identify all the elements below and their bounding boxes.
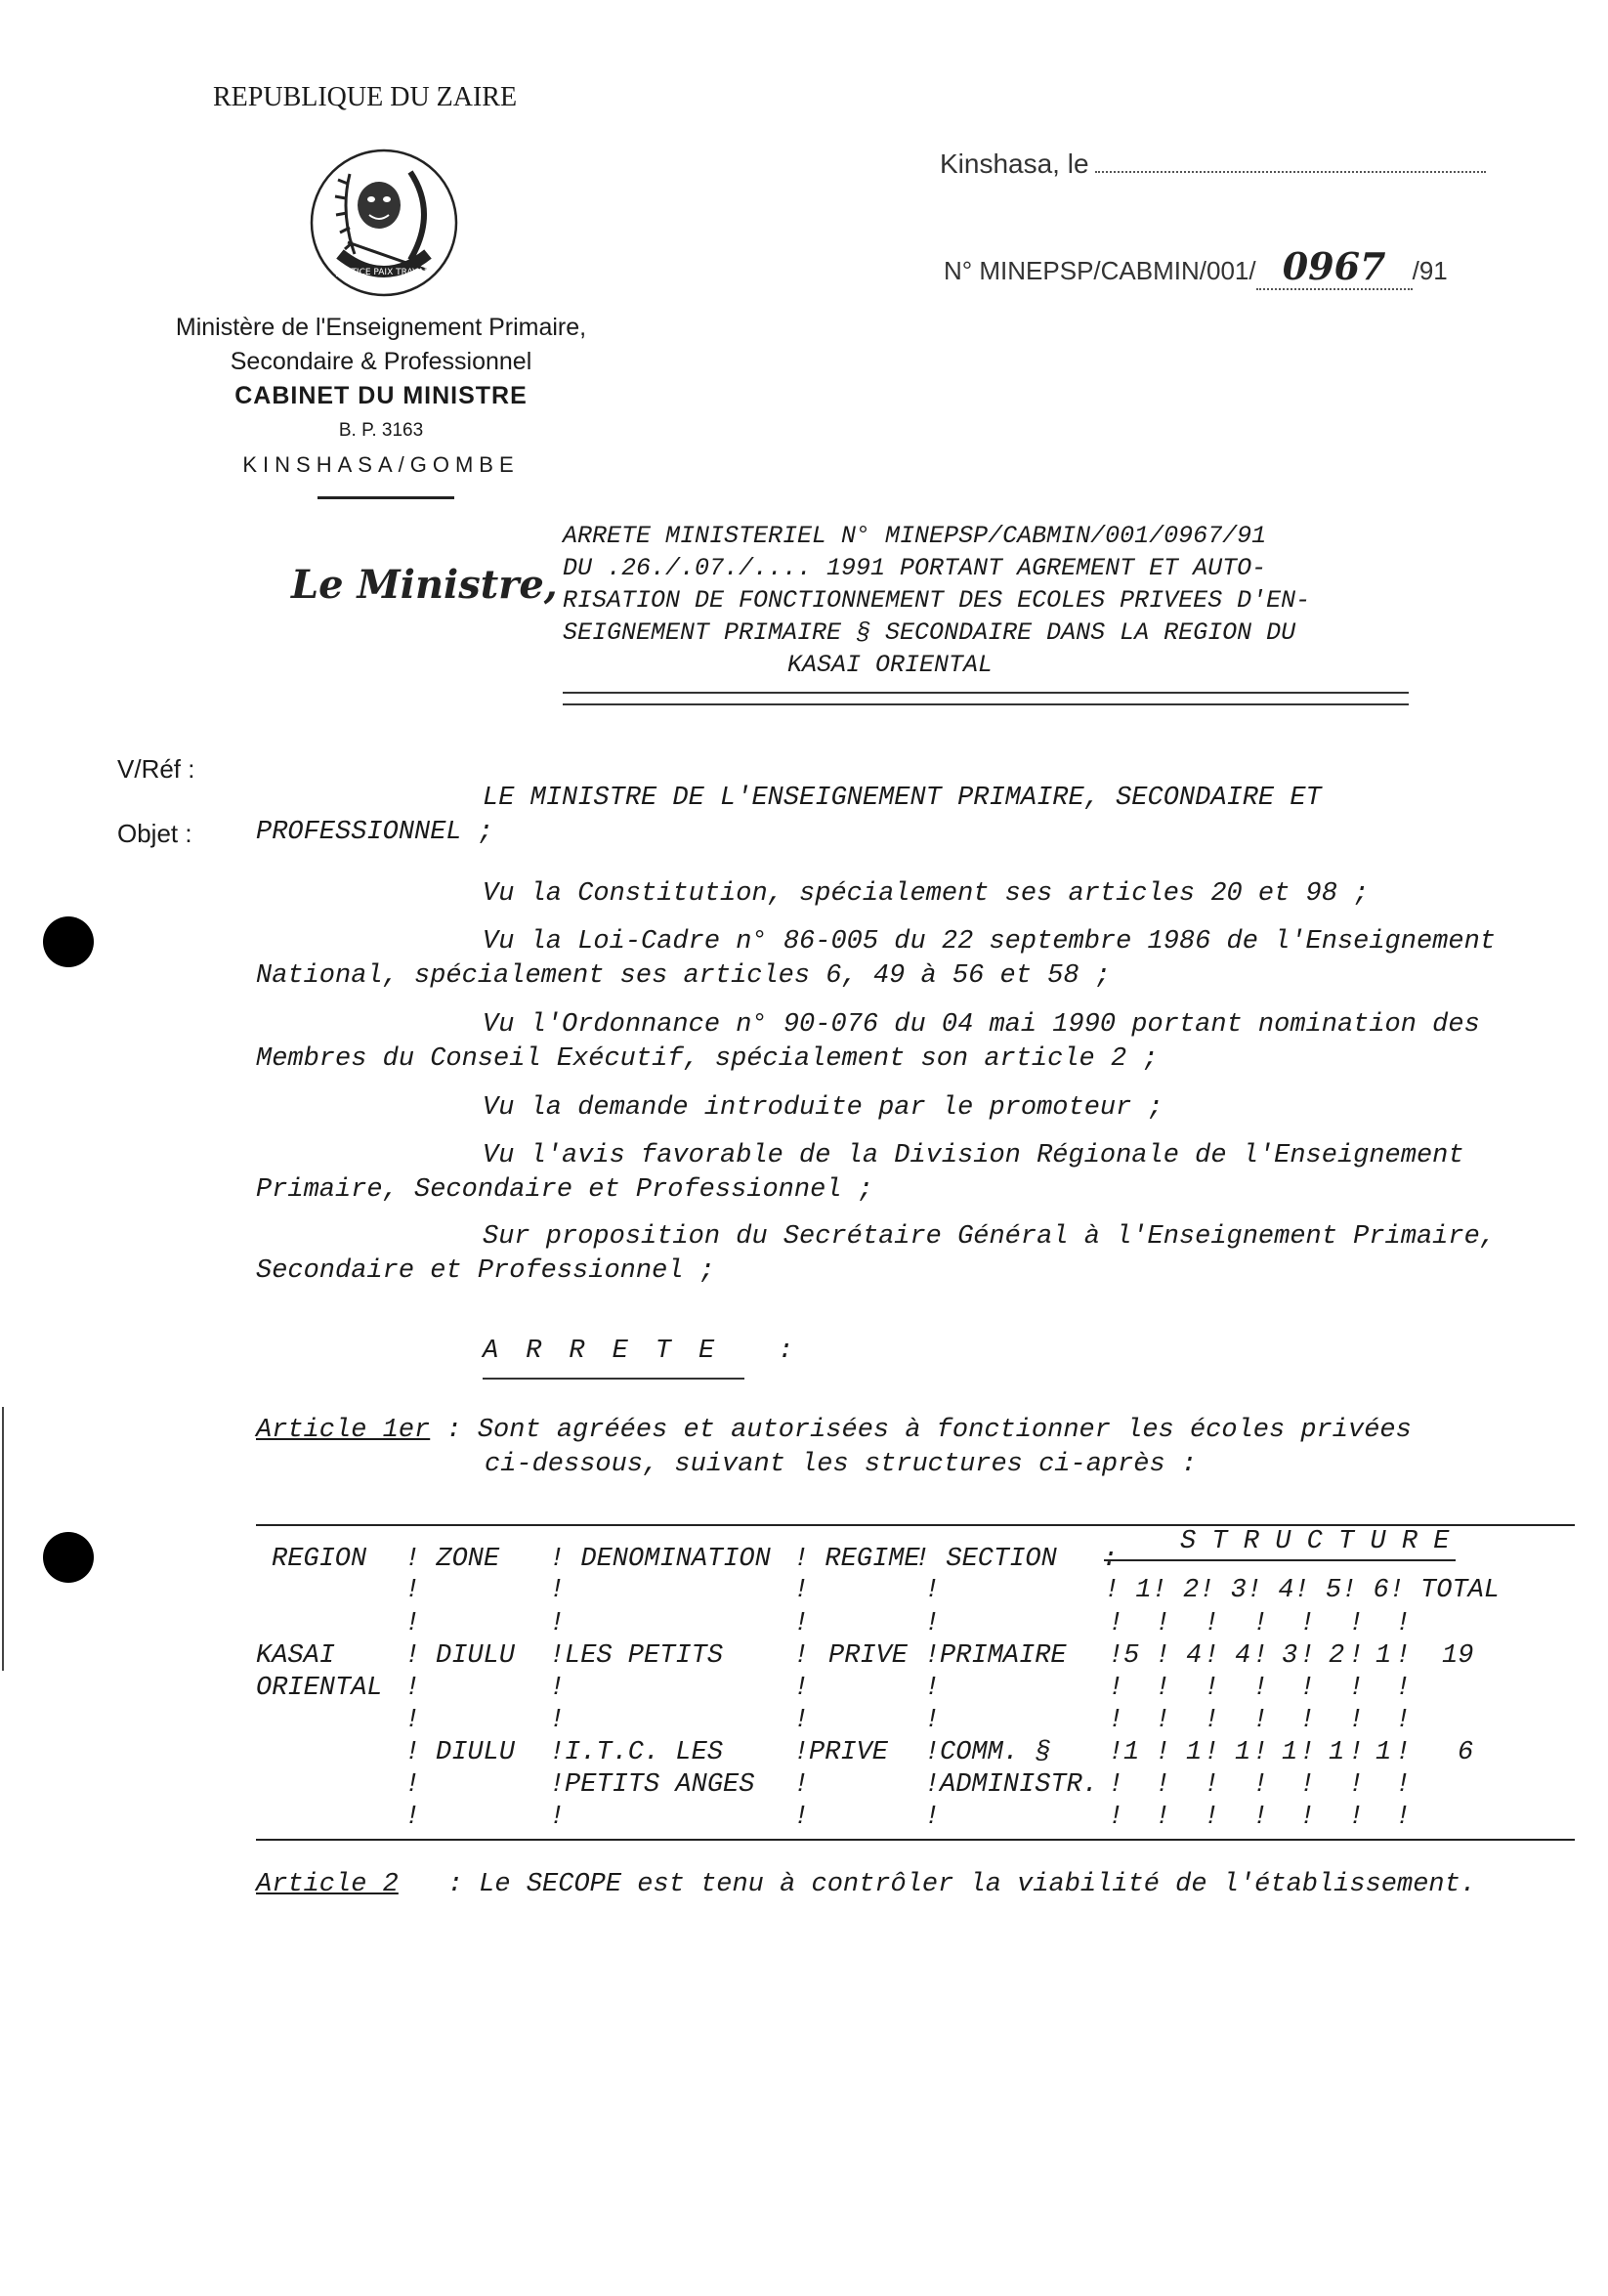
vu-avis-line1: Vu l'avis favorable de la Division Régionale de l'Enseignement bbox=[483, 1141, 1464, 1170]
article-2-text: : Le SECOPE est tenu à contrôler la viabilité de l'établissement. bbox=[446, 1870, 1476, 1899]
decree-title-line4: SEIGNEMENT PRIMAIRE § SECONDAIRE DANS LA REGION DU bbox=[563, 618, 1296, 647]
header-regime: ! REGIME bbox=[793, 1545, 920, 1574]
vu-demande-text: Vu la demande introduite par le promoteur ; bbox=[483, 1093, 1164, 1123]
decree-title-line5: KASAI ORIENTAL bbox=[787, 651, 994, 679]
sep-mark: ! bbox=[793, 1576, 810, 1605]
cell-class-5: 2 bbox=[1329, 1641, 1345, 1671]
sur-proposition-line2: Secondaire et Professionnel ; bbox=[256, 1256, 715, 1286]
article-2-label: Article 2 bbox=[256, 1870, 399, 1899]
arrete-heading: ARRETE bbox=[483, 1337, 742, 1366]
cell-class-3: 1 bbox=[1235, 1738, 1251, 1767]
reference-number-line bbox=[944, 244, 1448, 290]
vu-avis bbox=[256, 1139, 1464, 1208]
cell-total: 19 bbox=[1442, 1641, 1474, 1671]
decree-title bbox=[563, 520, 1310, 681]
cell-denomination-l2: PETITS ANGES bbox=[565, 1770, 755, 1800]
cell-class-3: 4 bbox=[1235, 1641, 1251, 1671]
header-denomination: ! DENOMINATION bbox=[549, 1545, 771, 1574]
vu-demande bbox=[256, 1091, 1164, 1126]
cell-class-6: 1 bbox=[1375, 1738, 1392, 1767]
sep-col: ! ! ! ! bbox=[1395, 1609, 1412, 1735]
header-section: ! SECTION bbox=[914, 1545, 1057, 1574]
objet-label: Objet : bbox=[117, 819, 192, 848]
sep-mark: ! bbox=[549, 1576, 566, 1605]
sep-col: ! ! ! bbox=[549, 1738, 566, 1832]
sep-col: ! ! ! bbox=[1204, 1738, 1220, 1832]
punch-hole-top bbox=[43, 916, 94, 967]
minister-preamble bbox=[256, 782, 1322, 850]
sep-col: ! ! ! ! bbox=[1348, 1609, 1365, 1735]
minister-line2: PROFESSIONNEL ; bbox=[256, 818, 494, 847]
sep-col: ! ! ! ! bbox=[404, 1609, 421, 1735]
sep-col: ! ! ! bbox=[1299, 1738, 1316, 1832]
sur-proposition-line1: Sur proposition du Secrétaire Général à l'Enseignement Primaire, bbox=[483, 1222, 1496, 1252]
cell-class-5: 1 bbox=[1329, 1738, 1345, 1767]
cell-class-4: 3 bbox=[1282, 1641, 1298, 1671]
cell-zone: DIULU bbox=[436, 1641, 516, 1671]
punch-hole-bottom bbox=[43, 1532, 94, 1583]
national-emblem bbox=[301, 145, 467, 306]
vu-loi-cadre-line2: National, spécialement ses articles 6, 49 à 56 et 58 ; bbox=[256, 961, 1111, 991]
article-1-line2: ci-dessous, suivant les structures ci-après : bbox=[485, 1450, 1198, 1479]
place-date-line bbox=[940, 149, 1486, 180]
scan-edge-line bbox=[2, 1407, 4, 1671]
republic-heading: REPUBLIQUE DU ZAIRE bbox=[213, 82, 518, 112]
sep-mark: ! bbox=[404, 1576, 421, 1605]
date-blank bbox=[1095, 153, 1486, 173]
cell-denomination-l1: I.T.C. LES bbox=[565, 1738, 724, 1767]
arrete-colon: : bbox=[778, 1337, 794, 1366]
cell-section-l2: ADMINISTR. bbox=[940, 1770, 1099, 1800]
sep-col: ! ! ! ! bbox=[1108, 1609, 1124, 1735]
sur-proposition bbox=[256, 1220, 1496, 1289]
ministry-name-line2: Secondaire & Professionnel bbox=[230, 348, 532, 375]
minister-line1: LE MINISTRE DE L'ENSEIGNEMENT PRIMAIRE, SECONDAIRE ET bbox=[483, 784, 1322, 813]
article-2 bbox=[256, 1868, 1476, 1902]
sep-col: ! ! ! ! bbox=[1204, 1609, 1220, 1735]
cell-region-l1: KASAI bbox=[256, 1641, 336, 1671]
address-underline bbox=[317, 496, 454, 499]
reference-suffix: /91 bbox=[1412, 256, 1448, 285]
vu-ordonnance bbox=[256, 1008, 1480, 1077]
header-region: REGION bbox=[272, 1545, 367, 1574]
sep-col: ! ! ! ! bbox=[793, 1609, 810, 1735]
article-1-label: Article 1er bbox=[256, 1416, 431, 1445]
sep-col: ! ! ! ! bbox=[1299, 1609, 1316, 1735]
emblem-motto: JUSTICE PAIX TRAVAIL bbox=[336, 268, 432, 277]
vu-loi-cadre bbox=[256, 925, 1496, 994]
cell-regime: PRIVE bbox=[809, 1738, 889, 1767]
cell-total: 6 bbox=[1458, 1738, 1474, 1767]
postal-box: B. P. 3163 bbox=[338, 420, 424, 441]
cell-class-2: 4 bbox=[1186, 1641, 1203, 1671]
cell-class-2: 1 bbox=[1186, 1738, 1203, 1767]
cell-class-4: 1 bbox=[1282, 1738, 1298, 1767]
vref-label: V/Réf : bbox=[117, 754, 195, 784]
vu-constitution-text: Vu la Constitution, spécialement ses articles 20 et 98 ; bbox=[483, 879, 1370, 909]
ministry-name-line1: Ministère de l'Enseignement Primaire, bbox=[175, 314, 587, 341]
sep-col: ! ! ! bbox=[924, 1738, 941, 1832]
vu-constitution bbox=[256, 877, 1369, 912]
city-address: KINSHASA/GOMBE bbox=[242, 452, 520, 477]
signatory-title: Le Ministre, bbox=[291, 562, 558, 608]
cabinet-heading: CABINET DU MINISTRE bbox=[234, 382, 528, 409]
article-1-line1: : Sont agréées et autorisées à fonctionner les écoles privées bbox=[445, 1416, 1412, 1445]
sep-col: ! ! ! ! bbox=[1155, 1609, 1171, 1735]
table-structure-rule bbox=[1104, 1559, 1456, 1561]
title-double-rule bbox=[563, 692, 1409, 705]
cell-class-1: 5 bbox=[1123, 1641, 1140, 1671]
reference-number-handwritten: 0967 bbox=[1256, 244, 1413, 290]
reference-prefix: N° MINEPSP/CABMIN/001/ bbox=[944, 256, 1256, 285]
sep-col: ! ! ! bbox=[1395, 1738, 1412, 1832]
sep-col: ! ! ! bbox=[1155, 1738, 1171, 1832]
cell-denomination-l1: LES PETITS bbox=[565, 1641, 724, 1671]
ministry-block bbox=[98, 311, 664, 482]
header-structure: S T R U C T U R E bbox=[1180, 1527, 1450, 1556]
sep-col: ! ! ! bbox=[404, 1738, 421, 1832]
place-date-label: Kinshasa, le bbox=[940, 149, 1089, 179]
article-1 bbox=[256, 1414, 1412, 1482]
cell-class-1: 1 bbox=[1123, 1738, 1140, 1767]
header-classes: ! 1! 2! 3! 4! 5! 6! TOTAL bbox=[1104, 1576, 1501, 1605]
vu-avis-line2: Primaire, Secondaire et Professionnel ; bbox=[256, 1175, 873, 1205]
decree-title-line3: RISATION DE FONCTIONNEMENT DES ECOLES PRIVEES D'EN- bbox=[563, 586, 1311, 615]
decree-title-line2: DU .26./.07./.... 1991 PORTANT AGREMENT ET AUTO- bbox=[563, 554, 1267, 582]
vu-ordonnance-line1: Vu l'Ordonnance n° 90-076 du 04 mai 1990 portant nomination des bbox=[483, 1010, 1480, 1040]
cell-section-l1: PRIMAIRE bbox=[940, 1641, 1067, 1671]
decree-title-line1: ARRETE MINISTERIEL N° MINEPSP/CABMIN/001/0967/91 bbox=[563, 522, 1267, 550]
cell-region-l2: ORIENTAL bbox=[256, 1674, 383, 1703]
sep-mark: ! bbox=[924, 1576, 941, 1605]
vu-ordonnance-line2: Membres du Conseil Exécutif, spécialement son article 2 ; bbox=[256, 1044, 1159, 1074]
cell-zone: DIULU bbox=[436, 1738, 516, 1767]
cell-class-6: 1 bbox=[1375, 1641, 1392, 1671]
cell-regime: PRIVE bbox=[828, 1641, 909, 1671]
sep-col: ! ! ! bbox=[793, 1738, 810, 1832]
header-zone: ! ZONE bbox=[404, 1545, 500, 1574]
sep-col: ! ! ! ! bbox=[1252, 1609, 1269, 1735]
cell-section-l1: COMM. § bbox=[940, 1738, 1051, 1767]
arrete-underline bbox=[483, 1378, 744, 1380]
table-bottom-rule bbox=[256, 1839, 1575, 1841]
sep-col: ! ! ! bbox=[1108, 1738, 1124, 1832]
sep-col: ! ! ! bbox=[1348, 1738, 1365, 1832]
sep-col: ! ! ! ! bbox=[549, 1609, 566, 1735]
vu-loi-cadre-line1: Vu la Loi-Cadre n° 86-005 du 22 septembre 1986 de l'Enseignement bbox=[483, 927, 1496, 957]
header-sep: : bbox=[1102, 1545, 1119, 1574]
sep-col: ! ! ! bbox=[1252, 1738, 1269, 1832]
sep-col: ! ! ! ! bbox=[924, 1609, 941, 1735]
